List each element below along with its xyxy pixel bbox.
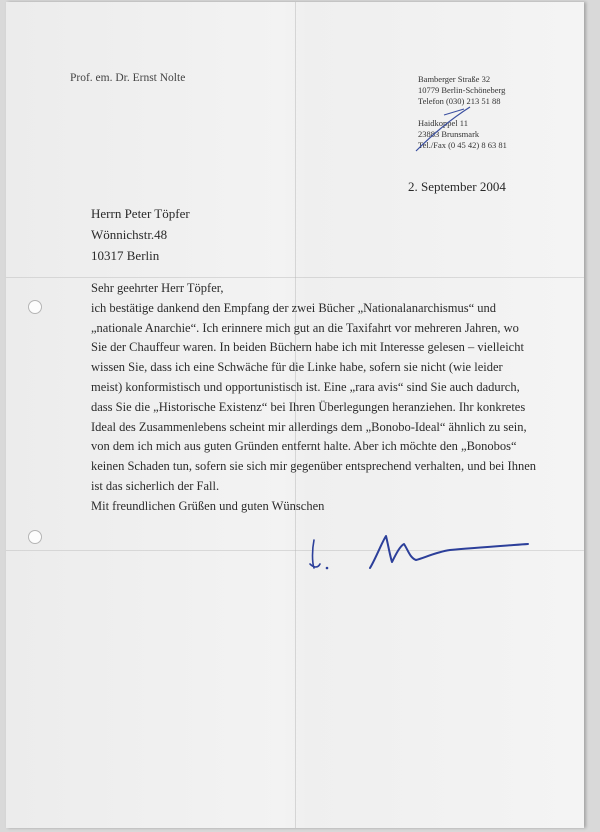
handwritten-signature	[300, 528, 540, 578]
address-line: Haidkoppel 11	[418, 118, 468, 128]
body-line: ist das sicherlich der Fall.	[91, 478, 220, 493]
body-line: wissen Sie, dass ich eine Schwäche für die Linke habe, sofern sie nicht (wie leider	[91, 360, 503, 375]
address-line: 23883 Brunsmark	[418, 129, 480, 139]
sender-name: Prof. em. Dr. Ernst Nolte	[70, 72, 186, 84]
body-line: keinen Schaden tun, sofern sie sich mir gegenüber entsprechend verhalten, und bei Ihnen	[91, 459, 536, 474]
body-line: „nationale Anarchie“. Ich erinnere mich gut an die Taxifahrt vor mehreren Jahren, wo	[91, 320, 519, 335]
punch-hole	[28, 530, 42, 544]
address-line: Telefon (030) 213 51 88	[418, 96, 501, 106]
recipient-address	[91, 203, 190, 266]
address-line: Bamberger Straße 32	[418, 74, 491, 84]
closing: Mit freundlichen Grüßen und guten Wünschen	[91, 498, 325, 513]
recipient-line: 10317 Berlin	[91, 248, 160, 263]
recipient-line: Herrn Peter Töpfer	[91, 206, 190, 221]
body-line: von dem ich mich aus guten Gründen entfernt halte. Aber ich möchte den „Bonobos“	[91, 439, 517, 454]
pen-strike-mark	[414, 105, 474, 155]
body-line: dass Sie die „Historische Existenz“ bei Ihren Überlegungen heranziehen. Ihr konkretes	[91, 399, 526, 414]
punch-hole	[28, 300, 42, 314]
address-line: 10779 Berlin-Schöneberg	[418, 85, 506, 95]
letter-date: 2. September 2004	[408, 179, 506, 194]
body-line: ich bestätige dankend den Empfang der zwei Bücher „Nationalanarchismus“ und	[91, 300, 497, 315]
body-line: meist) konformistisch und opportunistisch ist. Eine „rara avis“ sind Sie auch dadurch,	[91, 379, 520, 394]
body-line: Sie der Chauffeur waren. In beiden Büchern habe ich mit Interesse gelesen – vielleicht	[91, 340, 524, 355]
recipient-line: Wönnichstr.48	[91, 227, 168, 242]
salutation: Sehr geehrter Herr Töpfer,	[91, 281, 224, 295]
address-line: Tel./Fax (0 45 42) 8 63 81	[418, 140, 507, 150]
letter-body	[91, 279, 536, 517]
body-line: Ideal des Zusammenlebens scheint mir allerdings dem „Bonobo-Ideal“ ähnlich zu sein,	[91, 419, 527, 434]
